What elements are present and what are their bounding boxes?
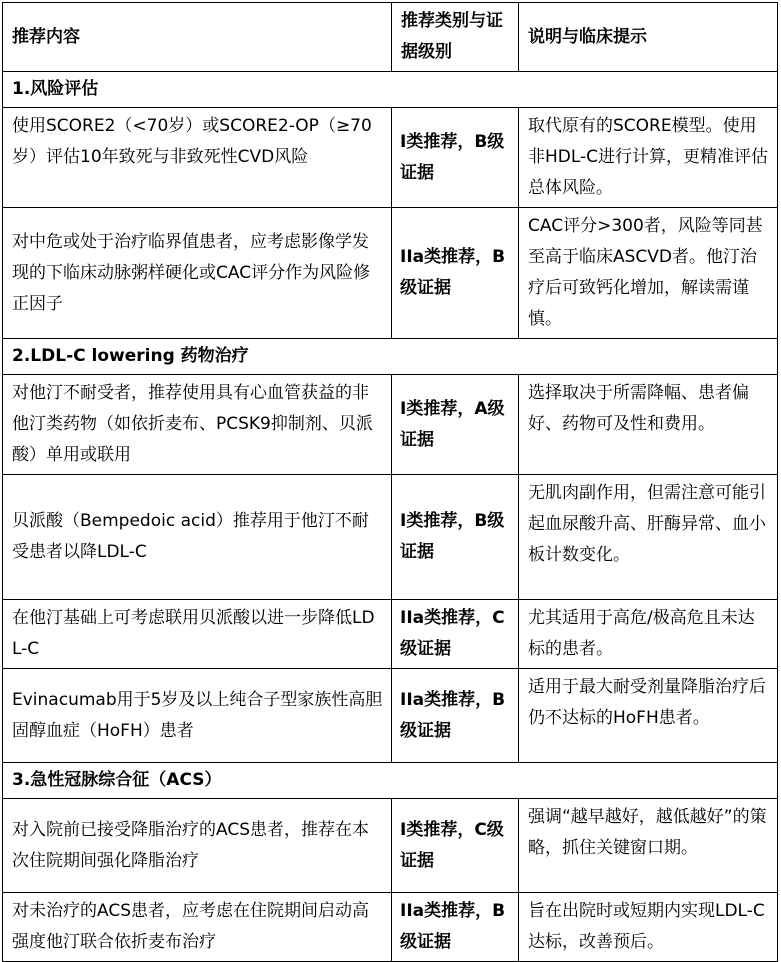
row-content: Evinacumab用于5岁及以上纯合子型家族性高胆固醇血症（HoFH）患者	[3, 669, 392, 763]
table-row	[3, 893, 778, 962]
row-grade: I类推荐，C级证据	[392, 799, 519, 893]
row-grade: I类推荐，B级证据	[392, 475, 519, 600]
row-grade: IIa类推荐，B级证据	[392, 893, 519, 962]
table-row	[3, 475, 778, 600]
row-note: 尤其适用于高危/极高危且未达标的患者。	[519, 600, 778, 669]
header-note: 说明与临床提示	[519, 3, 778, 72]
header-grade: 推荐类别与证据级别	[392, 3, 519, 72]
row-grade: IIa类推荐，B级证据	[392, 669, 519, 763]
row-content: 使用SCORE2（<70岁）或SCORE2-OP（≥70岁）评估10年致死与非致死性CVD风险	[3, 108, 392, 208]
section-row	[3, 763, 778, 799]
row-content: 对未治疗的ACS患者，应考虑在住院期间启动高强度他汀联合依折麦布治疗	[3, 893, 392, 962]
row-content: 贝派酸（Bempedoic acid）推荐用于他汀不耐受患者以降LDL-C	[3, 475, 392, 600]
row-note: 无肌肉副作用，但需注意可能引起血尿酸升高、肝酶异常、血小板计数变化。	[519, 475, 778, 600]
row-note: 选择取决于所需降幅、患者偏好、药物可及性和费用。	[519, 375, 778, 475]
table-row	[3, 600, 778, 669]
row-grade: I类推荐，A级证据	[392, 375, 519, 475]
row-note: 适用于最大耐受剂量降脂治疗后仍不达标的HoFH患者。	[519, 669, 778, 763]
guideline-table	[2, 2, 778, 962]
section-title: 3.急性冠脉综合征（ACS）	[3, 763, 778, 799]
row-grade: IIa类推荐，B级证据	[392, 208, 519, 339]
section-title: 1.风险评估	[3, 72, 778, 108]
table-row	[3, 669, 778, 763]
table-row	[3, 208, 778, 339]
row-grade: IIa类推荐，C级证据	[392, 600, 519, 669]
table-row	[3, 375, 778, 475]
table-row	[3, 799, 778, 893]
row-grade: I类推荐，B级证据	[392, 108, 519, 208]
table-header-row	[3, 3, 778, 72]
section-title: 2.LDL-C lowering 药物治疗	[3, 339, 778, 375]
row-note: 强调“越早越好，越低越好”的策略，抓住关键窗口期。	[519, 799, 778, 893]
section-row	[3, 72, 778, 108]
table-row	[3, 108, 778, 208]
row-note: 取代原有的SCORE模型。使用非HDL-C进行计算，更精准评估总体风险。	[519, 108, 778, 208]
row-content: 在他汀基础上可考虑联用贝派酸以进一步降低LDL-C	[3, 600, 392, 669]
row-content: 对他汀不耐受者，推荐使用具有心血管获益的非他汀类药物（如依折麦布、PCSK9抑制剂、贝派酸）单用或联用	[3, 375, 392, 475]
header-content: 推荐内容	[3, 3, 392, 72]
row-content: 对中危或处于治疗临界值患者，应考虑影像学发现的下临床动脉粥样硬化或CAC评分作为风险修正因子	[3, 208, 392, 339]
section-row	[3, 339, 778, 375]
row-note: CAC评分>300者，风险等同甚至高于临床ASCVD者。他汀治疗后可致钙化增加，解读需谨慎。	[519, 208, 778, 339]
row-content: 对入院前已接受降脂治疗的ACS患者，推荐在本次住院期间强化降脂治疗	[3, 799, 392, 893]
row-note: 旨在出院时或短期内实现LDL-C达标，改善预后。	[519, 893, 778, 962]
